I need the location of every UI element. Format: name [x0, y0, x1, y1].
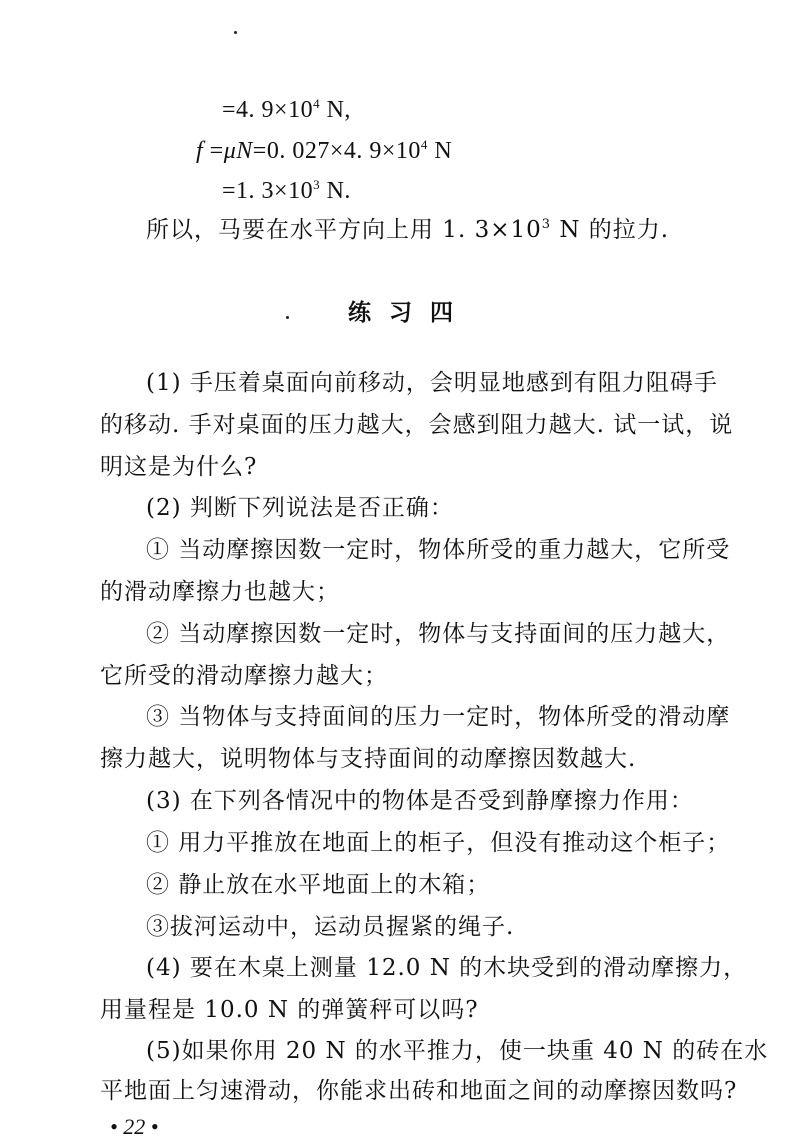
q3-item1: ① 用力平推放在地面上的柜子，但没有推动这个柜子；: [146, 830, 731, 856]
q5-line-1: (5)如果你用 20 N 的水平推力，使一块重 40 N 的砖在水: [146, 1038, 769, 1064]
equation-unit: N.: [320, 178, 351, 204]
q2-item3-line1: ③ 当物体与支持面间的压力一定时，物体所受的滑动摩: [146, 704, 731, 730]
q2-item1-line2: 的滑动摩擦力也越大；: [100, 579, 340, 605]
q2-item2-line2: 它所受的滑动摩擦力越大；: [100, 663, 388, 689]
exponent: 4: [420, 137, 428, 152]
equation-line-2: [196, 136, 452, 166]
equation-line-1: [222, 95, 351, 125]
q1-line-1: (1) 手压着桌面向前移动，会明显地感到有阻力阻碍手: [146, 370, 718, 396]
equation-line-3: [222, 176, 351, 206]
q2-item1-line1: ① 当动摩擦因数一定时，物体所受的重力越大，它所受: [146, 537, 731, 563]
q3-intro: (3) 在下列各情况中的物体是否受到静摩擦力作用：: [146, 788, 694, 814]
equals-sign: =: [203, 138, 224, 164]
equation-unit: N: [427, 138, 453, 164]
variable-mu-n: μN: [223, 138, 253, 164]
page-number: • 22 •: [110, 1114, 159, 1139]
q2-item3-line2: 擦力越大，说明物体与支持面间的动摩擦因数越大.: [100, 746, 637, 772]
equation-text: =1. 3×10: [222, 178, 314, 204]
q3-item2: ② 静止放在水平地面上的木箱；: [146, 872, 491, 898]
conclusion-line: [146, 215, 669, 245]
q4-line-1: (4) 要在木桌上测量 12.0 N 的木块受到的滑动摩擦力，: [146, 955, 748, 981]
variable-f: f: [196, 138, 204, 164]
q4-line-2: 用量程是 10.0 N 的弹簧秤可以吗?: [100, 997, 479, 1023]
scan-speck: [234, 31, 237, 34]
exponent: 4: [313, 96, 321, 111]
q3-item3: ③拔河运动中，运动员握紧的绳子.: [146, 914, 515, 940]
q2-item2-line1: ② 当动摩擦因数一定时，物体与支持面间的压力越大，: [146, 621, 731, 647]
q1-line-2: 的移动. 手对桌面的压力越大，会感到阻力越大. 试一试，说: [100, 412, 734, 438]
exponent: 3: [541, 217, 552, 232]
scan-speck: [286, 316, 289, 319]
conclusion-text: N 的拉力.: [551, 217, 670, 243]
conclusion-text: 所以，马要在水平方向上用 1. 3×10: [146, 217, 542, 243]
q5-line-2: 平地面上匀速滑动，你能求出砖和地面之间的动摩擦因数吗?: [100, 1078, 738, 1104]
exercise-heading: 练习四: [348, 300, 471, 326]
q1-line-3: 明这是为什么?: [100, 454, 258, 480]
q2-intro: (2) 判断下列说法是否正确：: [146, 495, 454, 521]
equation-text: =0. 027×4. 9×10: [252, 138, 421, 164]
equation-text: =4. 9×10: [222, 97, 314, 123]
equation-unit: N,: [320, 97, 351, 123]
exponent: 3: [313, 177, 321, 192]
